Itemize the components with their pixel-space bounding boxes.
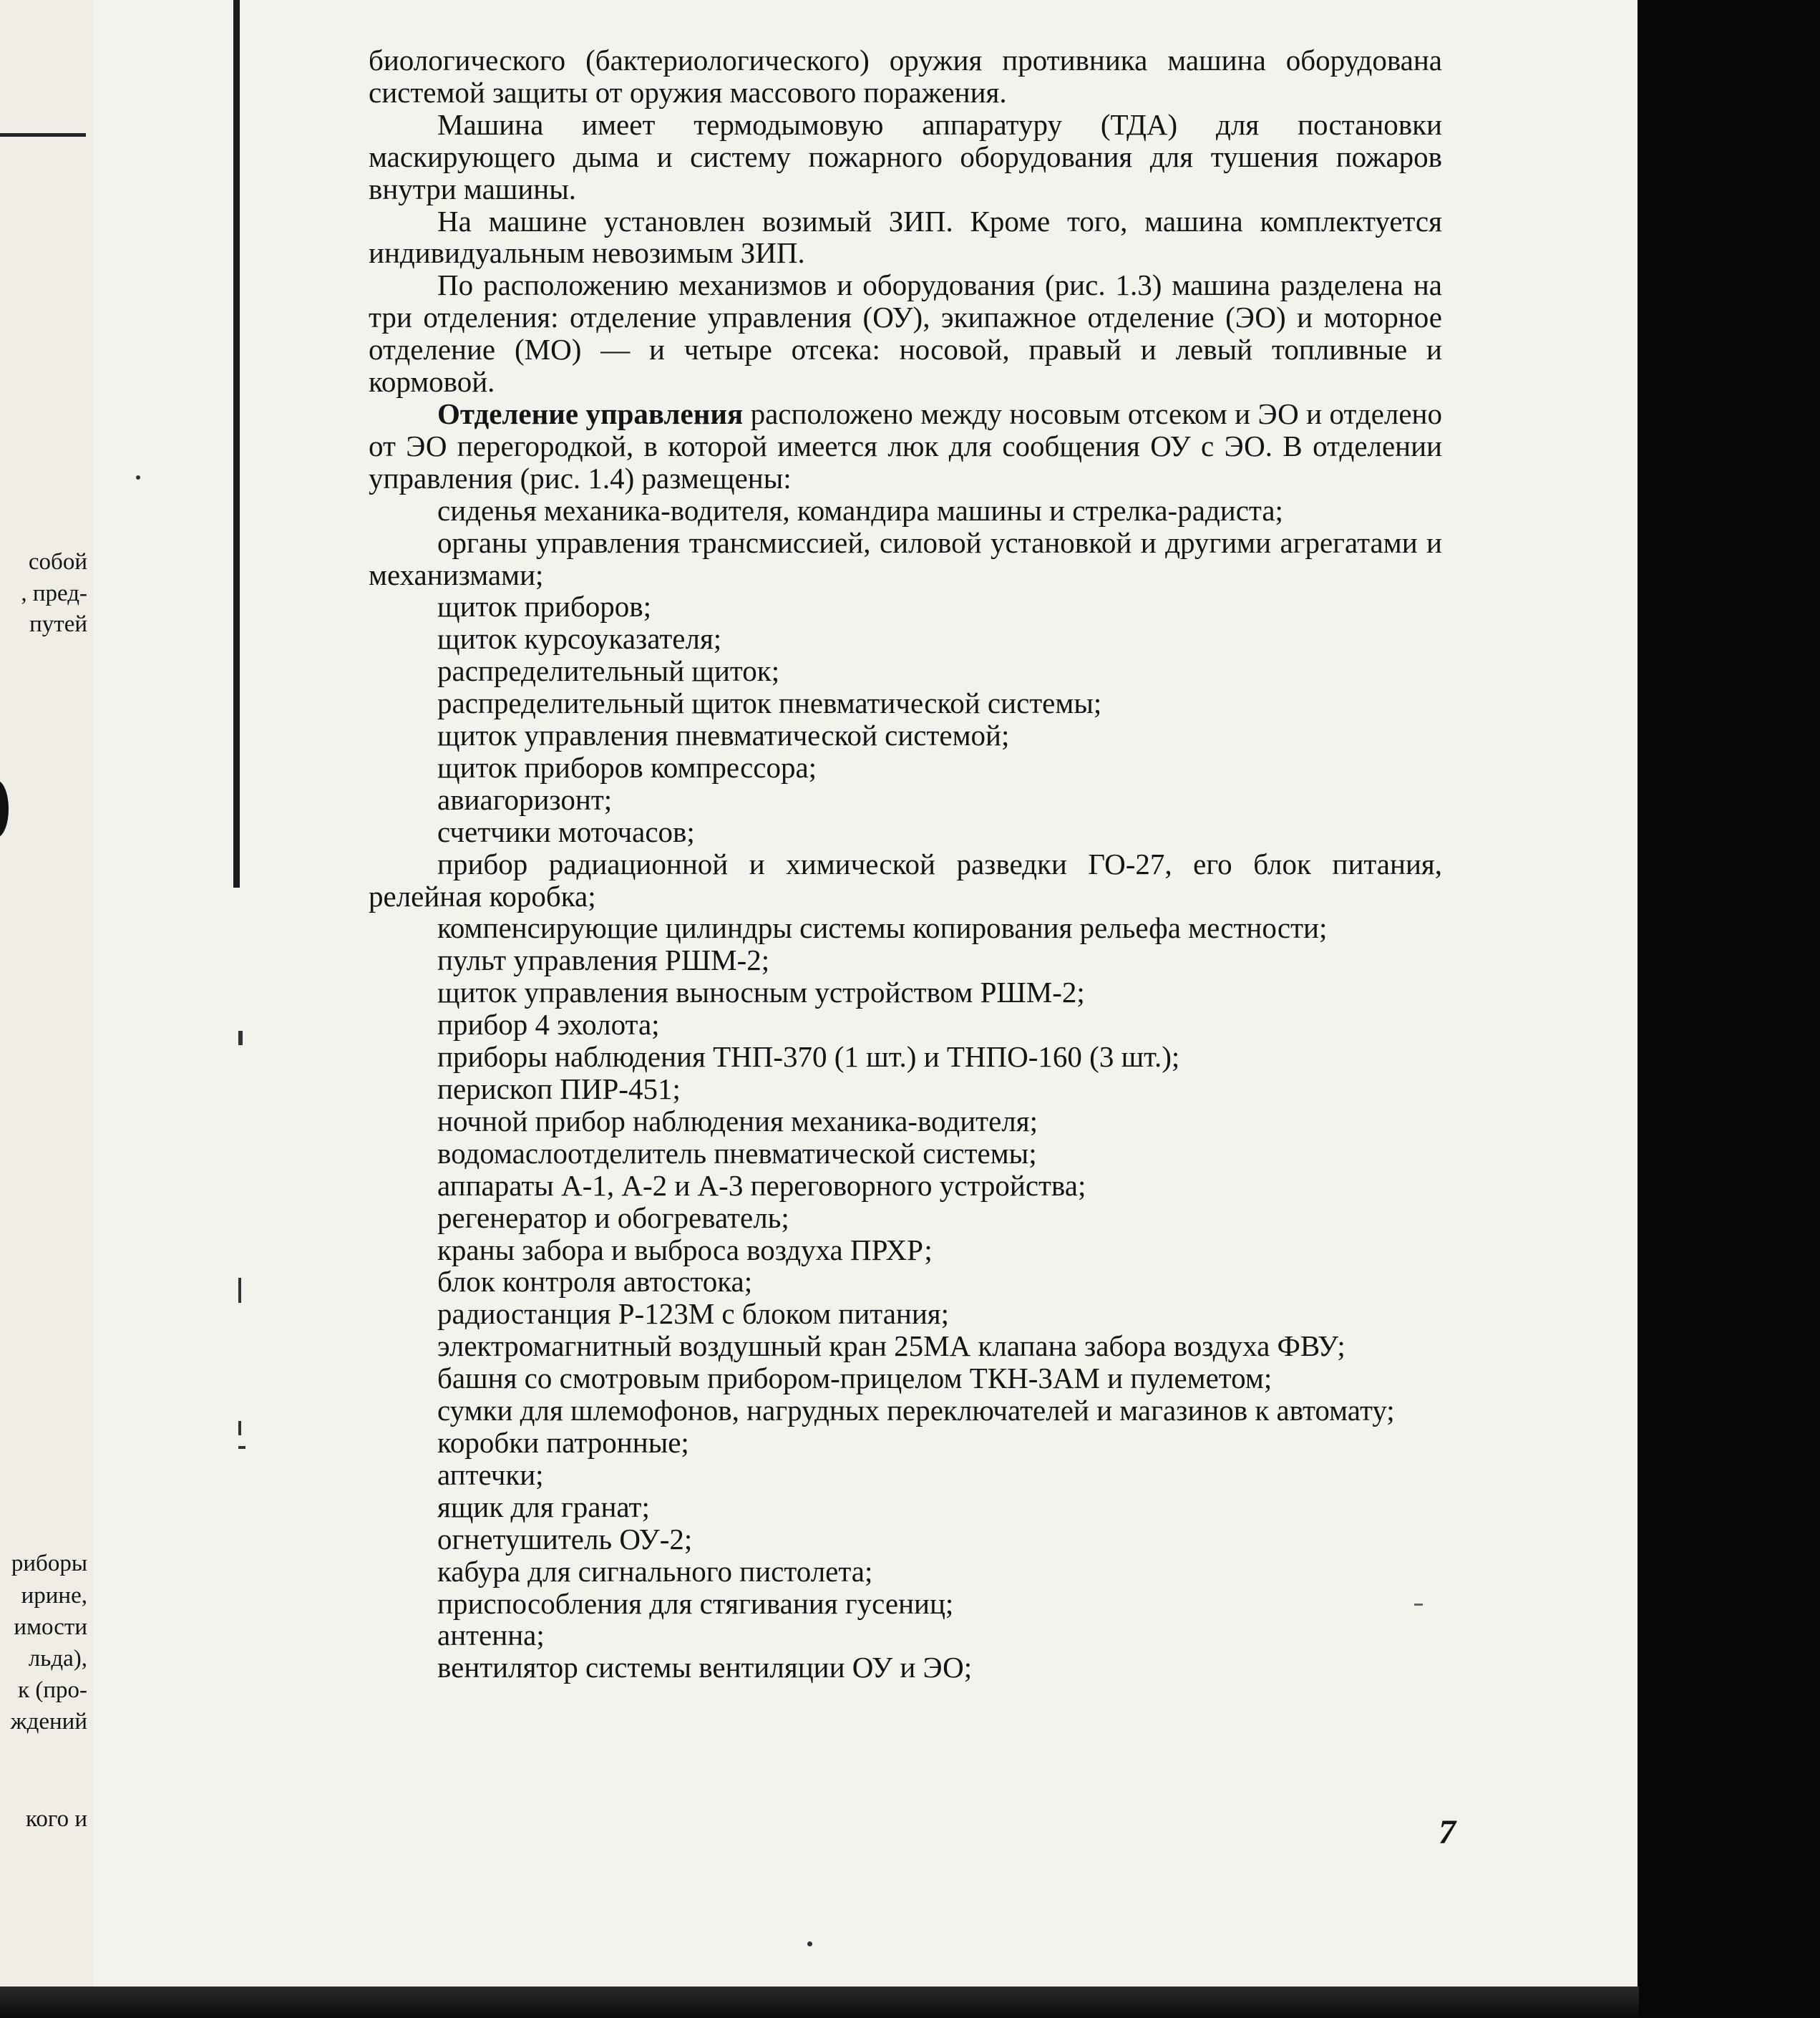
list-item: башня со смотровым прибором-прицелом ТКН-3АМ и пулеметом; [437, 1362, 1272, 1395]
list-item: радиостанция Р-123М с блоком питания; [437, 1297, 950, 1331]
equipment-list [369, 495, 1442, 1684]
section-heading: Отделение управления [437, 397, 744, 430]
list-item: кабура для сигнального пистолета; [437, 1554, 873, 1588]
stray-dot [807, 1941, 812, 1946]
list-item: распределительный щиток; [437, 654, 780, 688]
gutter-mark [238, 1278, 241, 1303]
left-fragment: льда), [28, 1646, 87, 1672]
list-item: приборы наблюдения ТНП-370 (1 шт.) и ТНПО-160 (3 шт.); [437, 1040, 1180, 1074]
paragraph: На машине установлен возимый ЗИП. Кроме того, машина комплектуется индивидуальным невозимым ЗИП. [369, 204, 1442, 270]
left-fragment: собой [28, 549, 87, 575]
list-item: регенератор и обогреватель; [437, 1200, 789, 1234]
paragraph: биологического (бактериологического) оружия противника машина оборудована системой защиты от оружия массового поражения. [369, 44, 1442, 109]
list-item: щиток курсоуказателя; [437, 622, 722, 656]
list-item: прибор 4 эхолота; [437, 1008, 660, 1042]
gutter-mark [238, 1421, 241, 1435]
gutter-line [233, 0, 240, 888]
list-item: аптечки; [437, 1457, 544, 1491]
list-item: компенсирующие цилиндры системы копирования рельефа местности; [437, 911, 1328, 945]
paragraph [369, 398, 1442, 495]
left-fragment: , пред- [21, 581, 87, 606]
stray-mark [1414, 1604, 1423, 1606]
list-item: электромагнитный воздушный кран 25МА клапана забора воздуха ФВУ; [437, 1329, 1345, 1363]
gutter-mark [238, 1031, 243, 1045]
main-text [369, 44, 1442, 1684]
list-item: ящик для гранат; [437, 1490, 650, 1523]
list-item: счетчики моточасов; [437, 815, 695, 848]
list-item: щиток приборов компрессора; [437, 750, 817, 784]
list-item: пульт управления РШМ-2; [437, 943, 770, 977]
paragraph: По расположению механизмов и оборудования (рис. 1.3) машина разделена на три отделения: отделение управления (ОУ), экипажное отделение (ЭО) и моторное отделение (МО) — и четыре отсека: носовой, правый и левый топливные и кормовой. [369, 268, 1442, 399]
list-item: блок контроля автостока; [437, 1265, 753, 1299]
left-fragment: ирине, [21, 1583, 87, 1609]
list-item: прибор радиационной и химической разведки ГО-27, его блок питания, релейная коробка; [369, 847, 1442, 913]
list-item: коробки патронные; [437, 1425, 689, 1459]
list-item: распределительный щиток пневматической системы; [437, 687, 1102, 720]
list-item: антенна; [437, 1619, 545, 1652]
list-item: сумки для шлемофонов, нагрудных переключателей и магазинов к автомату; [437, 1394, 1395, 1427]
left-fragment: кого и [26, 1806, 87, 1832]
list-item: вентилятор системы вентиляции ОУ и ЭО; [437, 1651, 973, 1684]
list-item: краны забора и выброса воздуха ПРХР; [437, 1233, 933, 1266]
paragraph-text: расположено между носовым отсеком и ЭО и отделено от ЭО перегородкой, в которой имеется люк для сообщения ОУ с ЭО. В отделении управления (рис. 1.4) размещены: [369, 397, 1442, 495]
list-item: щиток управления пневматической системой; [437, 719, 1010, 752]
paragraph: Машина имеет термодымовую аппаратуру (ТДА) для постановки маскирующего дыма и систему пожарного оборудования для тушения пожаров внутри машины. [369, 107, 1442, 205]
left-fragment: ждений [10, 1709, 87, 1735]
list-item: сиденья механика-водителя, командира машины и стрелка-радиста; [437, 493, 1283, 527]
list-item: щиток управления выносным устройством РШМ-2; [437, 976, 1085, 1009]
list-item: щиток приборов; [437, 590, 652, 624]
list-item: ночной прибор наблюдения механика-водителя; [437, 1104, 1038, 1137]
left-fragment: к (про- [18, 1677, 87, 1703]
scanner-background-right [1637, 0, 1820, 2018]
list-item: аппараты А-1, А-2 и А-3 переговорного устройства; [437, 1168, 1086, 1202]
left-fragment: риборы [11, 1551, 87, 1576]
left-fragment: имости [14, 1614, 87, 1640]
left-page-rule [0, 133, 86, 137]
stray-mark [136, 475, 140, 480]
list-item: водомаслоотделитель пневматической системы; [437, 1136, 1037, 1170]
list-item: приспособления для стягивания гусениц; [437, 1586, 954, 1620]
list-item: авиагоризонт; [437, 782, 613, 816]
scanner-background-bottom [0, 1987, 1639, 2018]
list-item: органы управления трансмиссией, силовой установкой и другими агрегатами и механизмами; [369, 525, 1442, 591]
left-fragment: путей [29, 611, 87, 637]
page-number: 7 [1439, 1813, 1456, 1851]
gutter-mark [238, 1446, 245, 1449]
list-item: огнетушитель ОУ-2; [437, 1522, 693, 1556]
list-item: перископ ПИР-451; [437, 1072, 681, 1105]
